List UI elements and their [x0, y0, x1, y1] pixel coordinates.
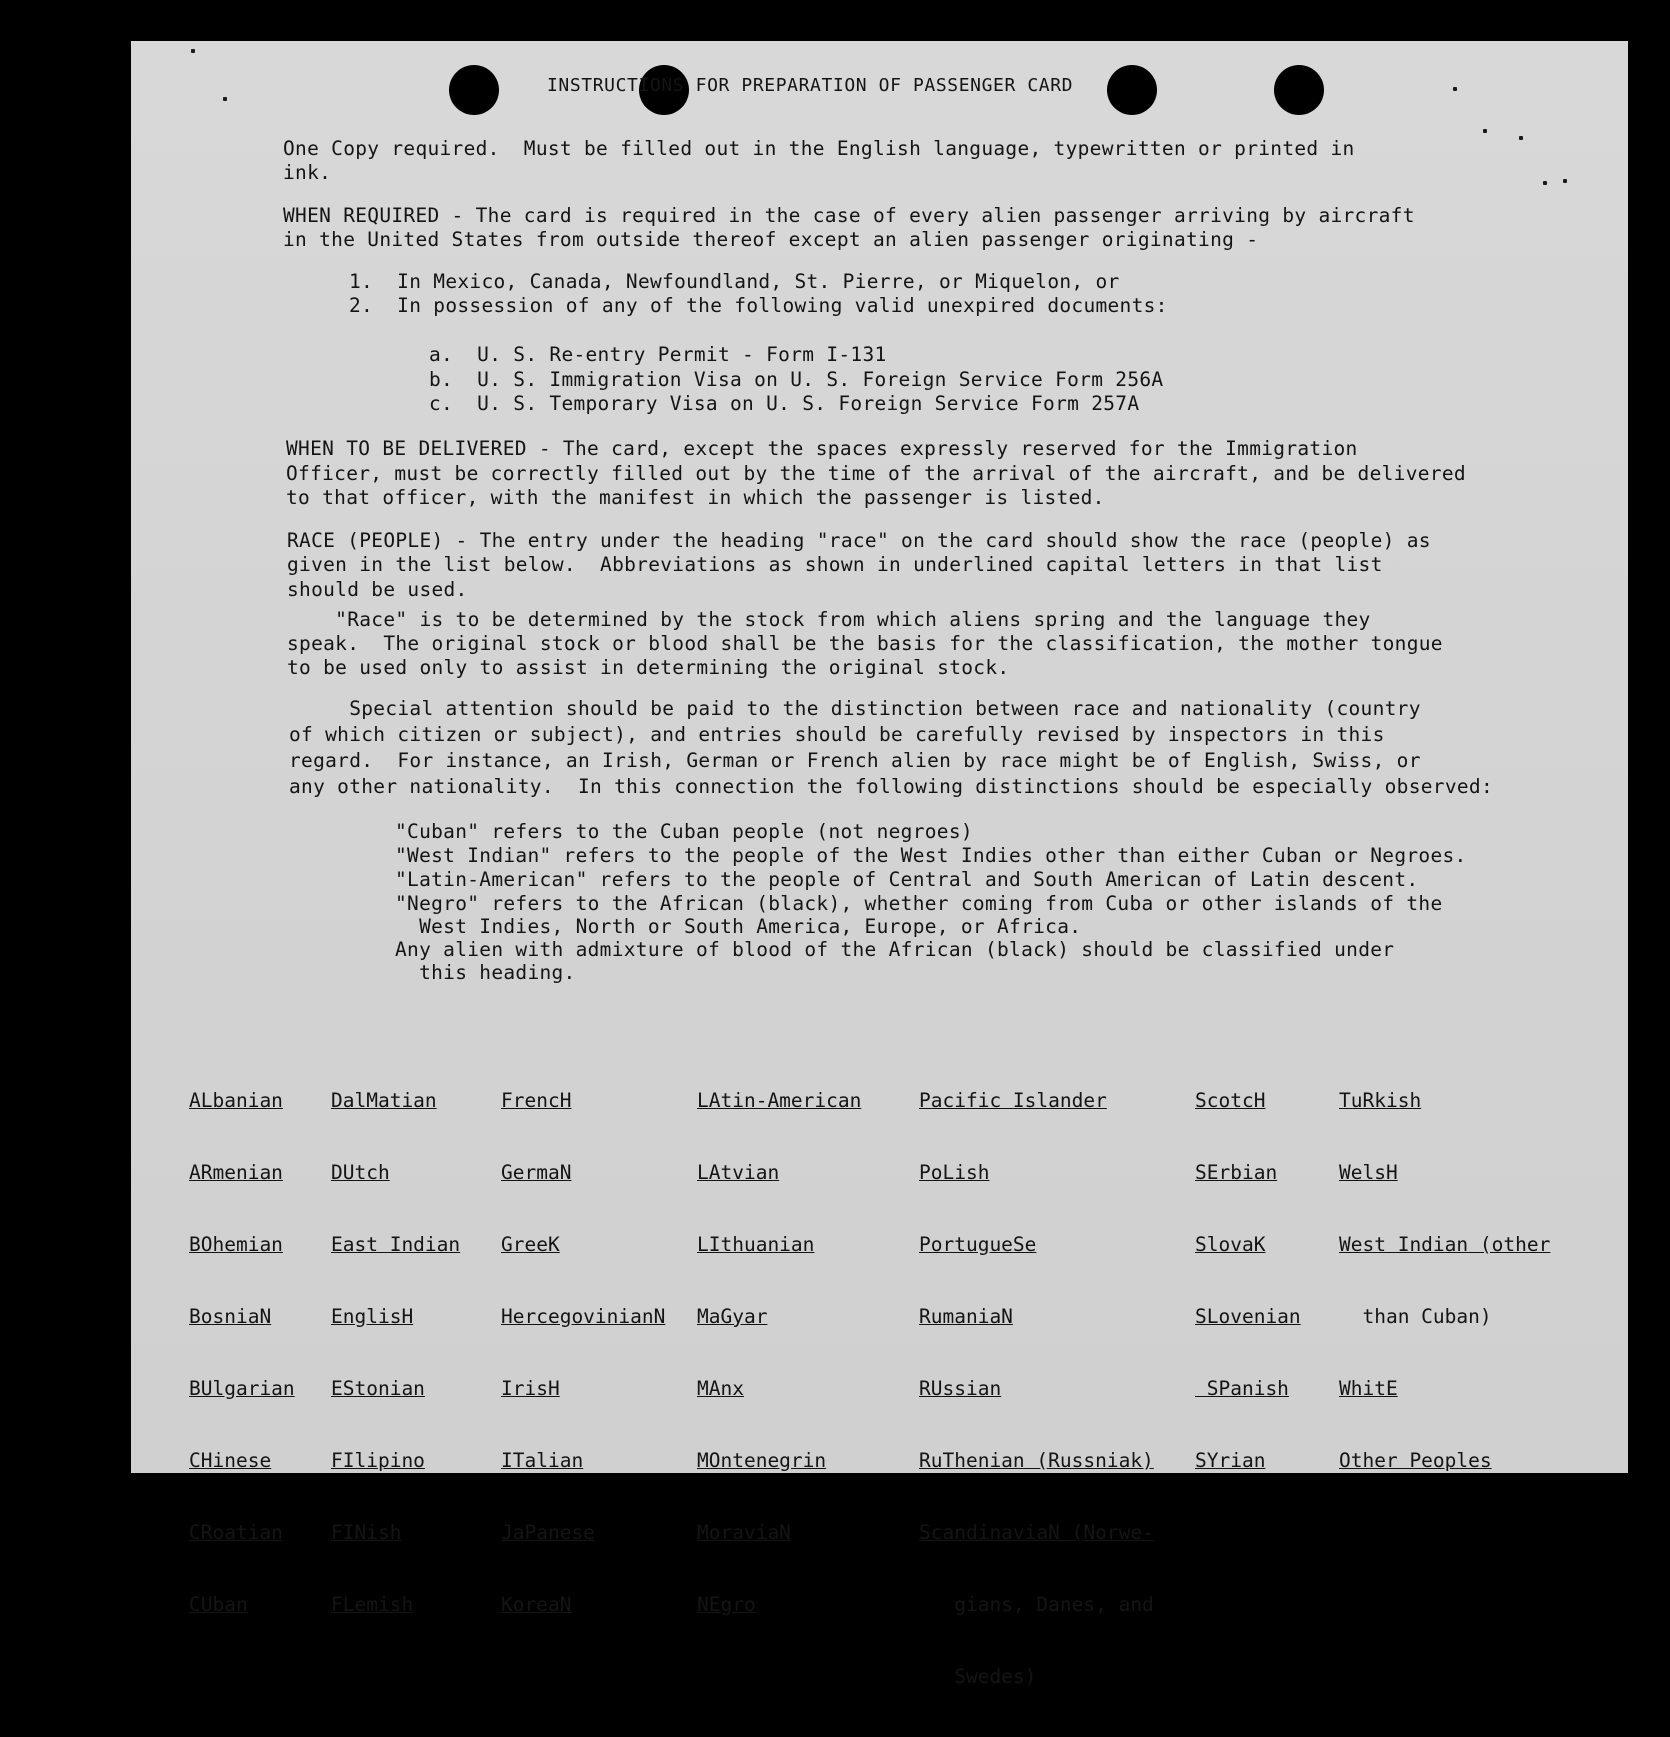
race-entry: BosniaN — [189, 1305, 272, 1328]
ink-speck — [1483, 129, 1487, 133]
race-line: regard. For instance, an Irish, German or French alien by race might be of English, Swiss, or — [289, 749, 1421, 772]
document-subitem: c. U. S. Temporary Visa on U. S. Foreign Service Form 257A — [429, 392, 1140, 415]
race-entry: DUtch — [331, 1161, 390, 1184]
document-subitem: a. U. S. Re-entry Permit - Form I-131 — [429, 343, 887, 366]
ink-speck — [1543, 181, 1547, 185]
race-entry: MaGyar — [697, 1305, 768, 1328]
when-required-item: 2. In possession of any of the following valid unexpired documents: — [349, 294, 1168, 317]
race-column — [189, 1041, 295, 1665]
race-entry: FrencH — [501, 1089, 572, 1112]
race-line: given in the list below. Abbreviations as shown in underlined capital letters in that list — [287, 553, 1383, 576]
race-entry: LAtin-American — [697, 1089, 862, 1112]
race-entry: CUban — [189, 1593, 248, 1616]
when-required-line: WHEN REQUIRED - The card is required in the case of every alien passenger arriving by aircraft — [283, 204, 1415, 227]
ink-speck — [1453, 87, 1457, 91]
race-entry: GermaN — [501, 1161, 572, 1184]
race-line: of which citizen or subject), and entries should be carefully revised by inspectors in this — [289, 723, 1385, 746]
race-entry: WhitE — [1339, 1377, 1398, 1400]
race-line: "Race" is to be determined by the stock from which aliens spring and the language they — [287, 608, 1371, 631]
race-line: speak. The original stock or blood shall be the basis for the classification, the mother tongue — [287, 632, 1443, 655]
race-entry: LIthuanian — [697, 1233, 815, 1256]
race-entry: TuRkish — [1339, 1089, 1422, 1112]
race-entry: PoLish — [919, 1161, 990, 1184]
race-entry: BOhemian — [189, 1233, 283, 1256]
race-column — [1195, 1041, 1301, 1521]
race-entry: CRoatian — [189, 1521, 283, 1544]
race-entry: JaPanese — [501, 1521, 595, 1544]
race-line: any other nationality. In this connection the following distinctions should be especially observed: — [289, 775, 1493, 798]
race-entry: BUlgarian — [189, 1377, 295, 1400]
race-column — [331, 1041, 460, 1665]
page-title: INSTRUCTIONS FOR PREPARATION OF PASSENGER CARD — [547, 75, 1074, 96]
race-entry: NEgro — [697, 1593, 756, 1616]
definition-line: this heading. — [395, 961, 576, 984]
race-column — [697, 1041, 861, 1665]
when-required-line: in the United States from outside thereof except an alien passenger originating - — [283, 228, 1259, 251]
intro-line: ink. — [283, 161, 332, 184]
race-entry: MoraviaN — [697, 1521, 791, 1544]
race-entry: gians, Danes, and — [919, 1593, 1154, 1616]
race-entry: WelsH — [1339, 1161, 1398, 1184]
race-entry: GreeK — [501, 1233, 560, 1256]
race-entry: ScotcH — [1195, 1089, 1266, 1112]
punch-hole — [1274, 65, 1324, 115]
race-entry: Swedes) — [919, 1665, 1037, 1688]
race-entry: KoreaN — [501, 1593, 572, 1616]
race-entry: SLovenian — [1195, 1305, 1301, 1328]
race-entry: DalMatian — [331, 1089, 437, 1112]
definition-line: "West Indian" refers to the people of the West Indies other than either Cuban or Negroes. — [395, 844, 1467, 867]
race-entry: MOntenegrin — [697, 1449, 827, 1472]
race-entry: West Indian (other — [1339, 1233, 1551, 1256]
race-entry: SPanish — [1195, 1377, 1289, 1400]
definition-line: West Indies, North or South America, Europe, or Africa. — [395, 915, 1082, 938]
race-entry: ITalian — [501, 1449, 584, 1472]
race-entry: PortugueSe — [919, 1233, 1037, 1256]
race-entry: ScandinaviaN (Norwe- — [919, 1521, 1154, 1544]
race-line: RACE (PEOPLE) - The entry under the heading "race" on the card should show the race (people) as — [287, 529, 1431, 552]
race-entry: FIlipino — [331, 1449, 425, 1472]
race-line: to be used only to assist in determining the original stock. — [287, 656, 1010, 679]
ink-speck — [1563, 179, 1567, 183]
race-entry: East Indian — [331, 1233, 461, 1256]
definition-line: "Cuban" refers to the Cuban people (not negroes) — [395, 820, 973, 843]
race-column — [501, 1041, 665, 1665]
document-page — [131, 41, 1628, 1688]
race-column — [919, 1041, 1154, 1737]
race-line: Special attention should be paid to the distinction between race and nationality (country — [289, 697, 1421, 720]
race-column — [1339, 1041, 1550, 1521]
punch-hole — [449, 65, 499, 115]
race-entry: than Cuban) — [1339, 1305, 1492, 1328]
ink-speck — [1519, 136, 1523, 140]
race-entry: LAtvian — [697, 1161, 780, 1184]
race-entry: Other Peoples — [1339, 1449, 1492, 1472]
race-entry: RumaniaN — [919, 1305, 1013, 1328]
when-delivered-line: Officer, must be correctly filled out by the time of the arrival of the aircraft, and be delivered — [286, 462, 1466, 485]
race-entry: ALbanian — [189, 1089, 283, 1112]
definition-line: "Negro" refers to the African (black), whether coming from Cuba or other islands of the — [395, 892, 1443, 915]
race-entry: SErbian — [1195, 1161, 1278, 1184]
when-delivered-line: to that officer, with the manifest in which the passenger is listed. — [286, 486, 1105, 509]
race-entry: FINish — [331, 1521, 402, 1544]
definition-line: Any alien with admixture of blood of the African (black) should be classified under — [395, 938, 1395, 961]
race-line: should be used. — [287, 578, 468, 601]
race-entry: ARmenian — [189, 1161, 283, 1184]
punch-hole — [1107, 65, 1157, 115]
race-entry: EStonian — [331, 1377, 425, 1400]
definition-line: "Latin-American" refers to the people of Central and South American of Latin descent. — [395, 868, 1419, 891]
race-entry: SlovaK — [1195, 1233, 1266, 1256]
race-entry: CHinese — [189, 1449, 272, 1472]
race-entry: RUssian — [919, 1377, 1002, 1400]
race-entry: MAnx — [697, 1377, 744, 1400]
race-entry: HercegovinianN — [501, 1305, 666, 1328]
race-entry: RuThenian (Russniak) — [919, 1449, 1154, 1472]
ink-speck — [191, 49, 195, 53]
race-entry: SYrian — [1195, 1449, 1266, 1472]
race-entry: FLemish — [331, 1593, 414, 1616]
intro-line: One Copy required. Must be filled out in the English language, typewritten or printed in — [283, 137, 1355, 160]
race-entry: Pacific Islander — [919, 1089, 1107, 1112]
when-delivered-line: WHEN TO BE DELIVERED - The card, except the spaces expressly reserved for the Immigration — [286, 437, 1358, 460]
document-subitem: b. U. S. Immigration Visa on U. S. Foreign Service Form 256A — [429, 368, 1164, 391]
when-required-item: 1. In Mexico, Canada, Newfoundland, St. Pierre, or Miquelon, or — [349, 270, 1120, 293]
race-entry: IrisH — [501, 1377, 560, 1400]
ink-speck — [223, 97, 227, 101]
race-entry: EnglisH — [331, 1305, 414, 1328]
